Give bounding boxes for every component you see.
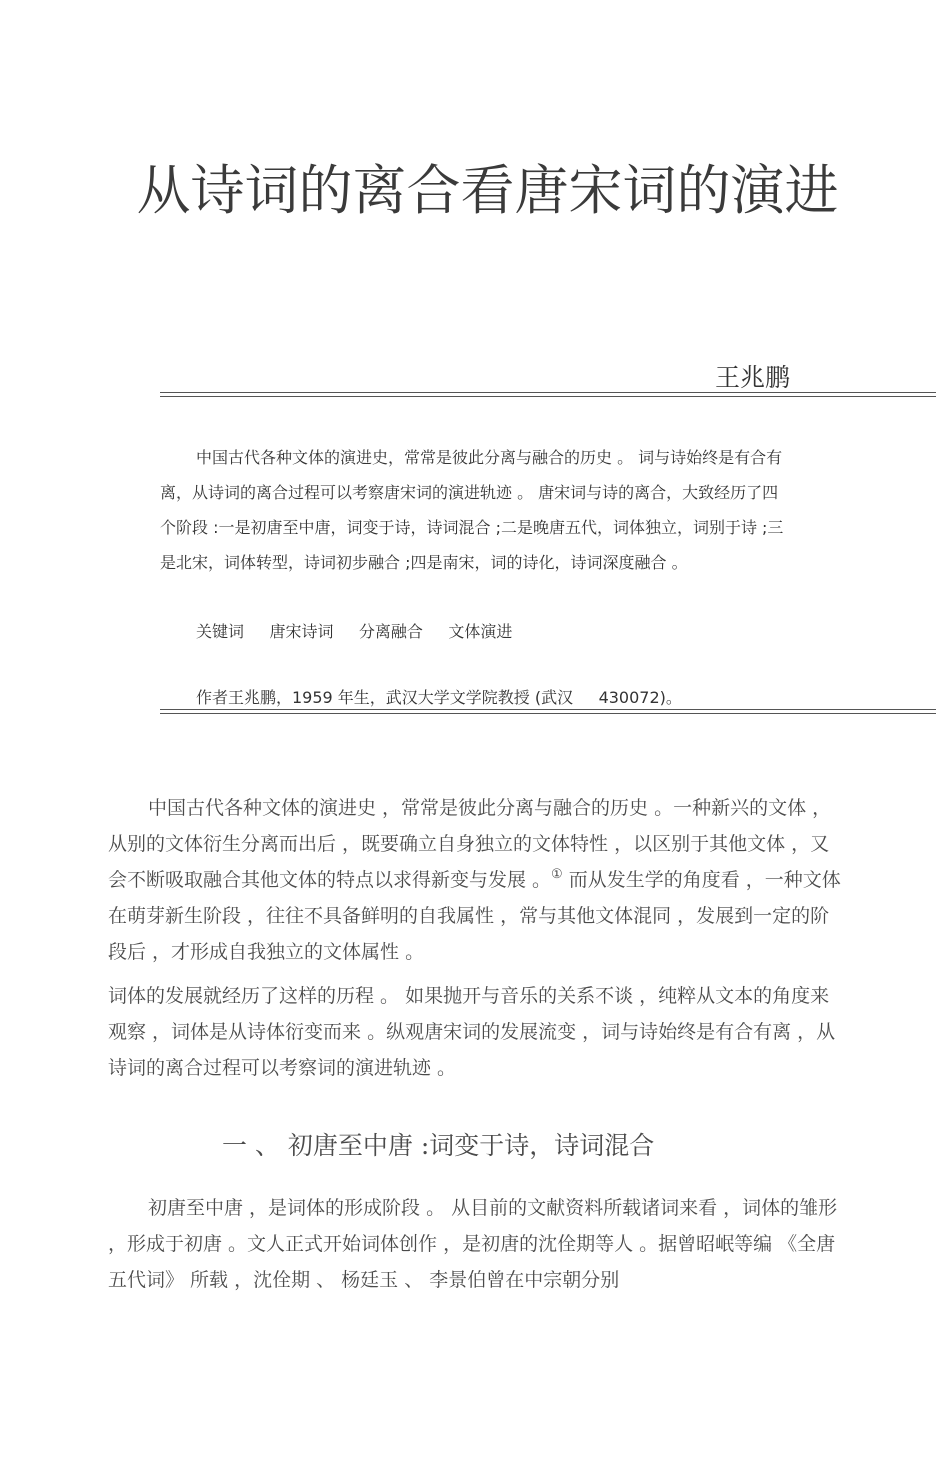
keyword-item: 唐宋诗词 — [269, 622, 334, 641]
top-double-rule — [160, 392, 936, 397]
paragraph-text: 而从发生学的角度看 ，一种文体在萌芽新生阶段 ，往往不具备鲜明的自我属性 ，常与其他文体混同 ，发展到一定的阶段后 ，才形成自我独立的文体属性 。 — [108, 869, 841, 963]
keyword-item: 分离融合 — [358, 622, 423, 641]
keyword-item: 文体演进 — [448, 622, 513, 641]
author-note: 作者王兆鹏，1959 年生，武汉大学文学院教授 (武汉 430072)。 — [196, 688, 682, 707]
keywords-label: 关键词 — [196, 622, 245, 641]
article-title: 从诗词的离合看唐宋词的演进 — [136, 159, 839, 222]
abstract: 中国古代各种文体的演进史，常常是彼此分离与融合的历史 。 词与诗始终是有合有离，从诗词的离合过程可以考察唐宋词的演进轨迹 。 唐宋词与诗的离合，大致经历了四个阶段 :一是初唐至中唐，词变于诗，诗词混合 ;二是晚唐五代，词体独立，词别于诗 ;三是北宋，词体转型，诗词初步融合 ;四是南宋，词的诗化，诗词深度融合 。 — [160, 448, 784, 572]
bottom-double-rule — [160, 709, 936, 714]
paragraph-text: 中国古代各种文体的演进史 ，常常是彼此分离与融合的历史 。一种新兴的文体 ，从别的文体衍生分离而出后 ，既要确立自身独立的文体特性 ，以区别于其他文体 ，又会不断吸取融合其他文体的特点以求得新变与发展 。 — [108, 797, 832, 891]
keywords-line — [196, 616, 512, 648]
body-paragraph-3: 初唐至中唐 ，是词体的形成阶段 。 从目前的文献资料所载诸词来看 ，词体的雏形 ，形成于初唐 。文人正式开始词体创作 ，是初唐的沈佺期等人 。据曾昭岷等编 《全唐五代词》 所载 ，沈佺期 、 杨廷玉 、 李景伯曾在中宗朝分别 — [108, 1197, 838, 1291]
section-heading: 一 、 初唐至中唐 :词变于诗，诗词混合 — [222, 1131, 655, 1160]
author-name: 王兆鹏 — [714, 363, 790, 392]
body-paragraph-2: 词体的发展就经历了这样的历程 。 如果抛开与音乐的关系不谈 ，纯粹从文本的角度来观察 ，词体是从诗体衍变而来 。纵观唐宋词的发展流变 ，词与诗始终是有合有离 ，从诗词的离合过程可以考察词的演进轨迹 。 — [108, 985, 836, 1079]
footnote-marker[interactable]: ① — [551, 867, 563, 882]
body-paragraph-1 — [108, 790, 844, 970]
